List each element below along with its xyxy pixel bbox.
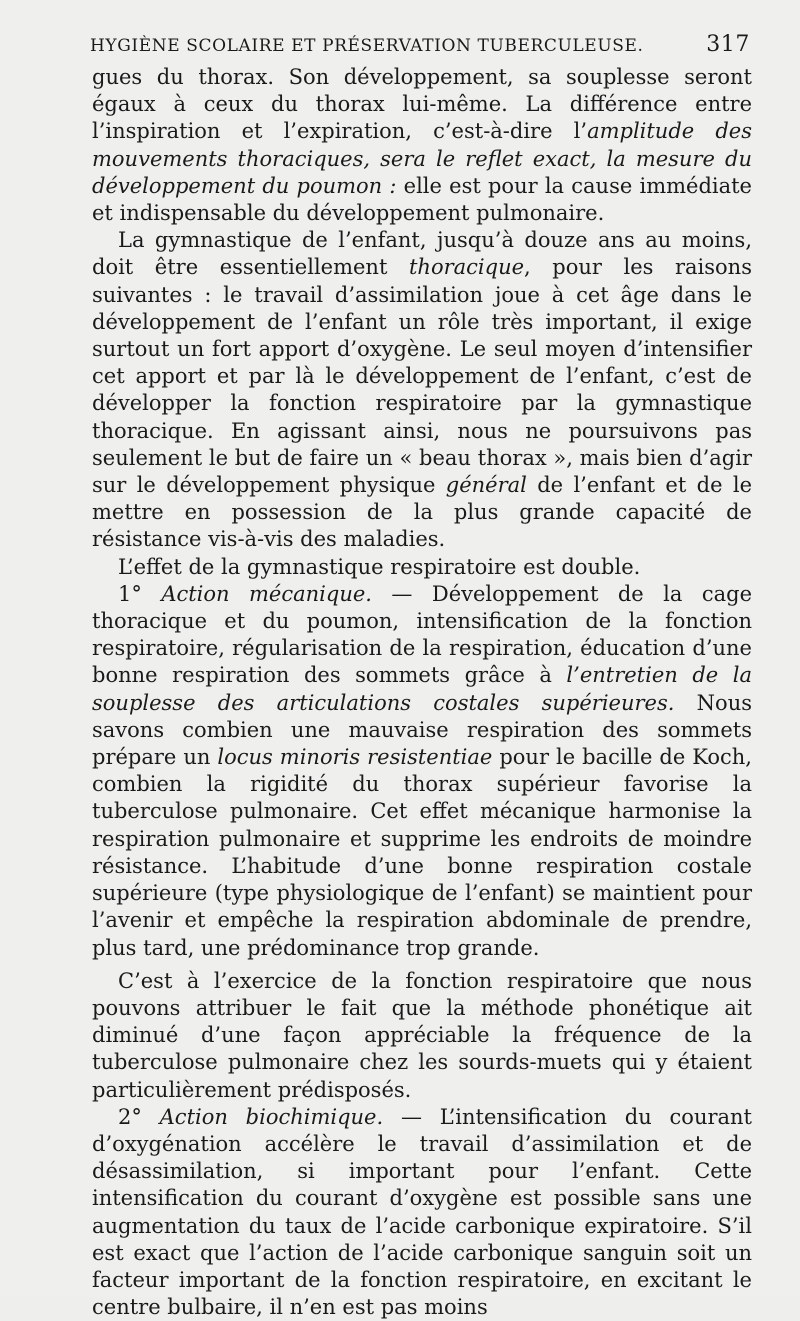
text-run: — L’intensification du courant d’oxygénation accélère le travail d’assimilation et de désassimilation, si important pour l’enfant. Cette intensification du courant d’oxygène est possible sans une augmentation du taux de l’acide carbonique expiratoire. S’il est exact que l’action de l’acide carbonique sanguin soit un facteur important de la fonction respiratoire, en excitant le centre bulbaire, il n’en est pas moins bbox=[92, 1104, 752, 1320]
italic-run: l’entretien de la souplesse des articulations costales supérieures. bbox=[92, 663, 752, 715]
text-run: — Développement de la cage thoracique et du poumon, intensification de la fonction respiratoire, régularisation de la respiration, éducation d’une bonne respiration des sommets grâce à bbox=[92, 581, 752, 688]
text-run: 2° bbox=[118, 1104, 160, 1129]
text-run: pour le bacille de Koch, combien la rigidité du thorax supérieur favorise la tuberculose pulmonaire. Cet effet mécanique harmonise la respiration pulmonaire et supprime les endroits de moindre résistance. L’habitude d’une bonne respiration costale supérieure (type physiologique de l’enfant) se maintient pour l’avenir et empêche la respiration abdominale de prendre, plus tard, une prédominance trop grande. bbox=[92, 745, 752, 960]
italic-run: amplitude des mouvements thoraciques, sera le reflet exact, la mesure du développement du poumon : bbox=[92, 119, 752, 198]
italic-run: locus minoris resistentiae bbox=[217, 745, 493, 770]
text-run: La gymnastique de l’enfant, jusqu’à douze ans au moins, doit être essentiellement bbox=[92, 228, 752, 280]
paragraph-6 bbox=[92, 1104, 752, 1321]
text-run: , pour les raisons suivantes : le travail d’assimilation joue à cet âge dans le développement de l’enfant un rôle très important, il exige surtout un fort apport d’oxygène. Le seul moyen d’intensifier cet apport et par là le développement de l’enfant, c’est de développer la fonction respiratoire par la gymnastique thoracique. En agissant ainsi, nous ne poursuivons pas seulement le but de faire un « beau thorax », mais bien d’agir sur le développement physique bbox=[92, 255, 752, 498]
text-run: de l’enfant et de le mettre en possession de la plus grande capacité de résistance vis-à-vis des maladies. bbox=[92, 473, 752, 552]
paragraph-5: C’est à l’exercice de la fonction respiratoire que nous pouvons attribuer le fait que la méthode phonétique ait diminué d’une façon appréciable la fréquence de la tuberculose pulmonaire chez les sourds-muets qui y étaient particulièrement prédisposés. bbox=[92, 968, 752, 1102]
paragraph-4 bbox=[92, 581, 752, 962]
body-text bbox=[92, 64, 752, 1321]
italic-run: Action mécanique. bbox=[161, 581, 372, 606]
running-header bbox=[90, 32, 750, 66]
text-run: elle est pour la cause immédiate et indispensable du développement pulmonaire. bbox=[92, 173, 752, 226]
text-run: gues du thorax. Son développement, sa souplesse seront égaux à ceux du thorax lui-même. La différence entre l’inspiration et l’expiration, c’est-à-dire l’ bbox=[92, 65, 752, 144]
paragraph-2 bbox=[92, 227, 752, 553]
paragraph-3: L’effet de la gymnastique respiratoire est double. bbox=[118, 554, 641, 579]
italic-run: Action biochimique. bbox=[159, 1104, 384, 1129]
italic-run: général bbox=[445, 473, 527, 498]
running-title: HYGIÈNE SCOLAIRE ET PRÉSERVATION TUBERCULEUSE. bbox=[90, 36, 644, 56]
text-run: Nous savons combien une mauvaise respiration des sommets prépare un bbox=[92, 690, 753, 770]
page-number: 317 bbox=[706, 32, 750, 57]
italic-run: thoracique bbox=[408, 255, 525, 280]
paragraph-1 bbox=[92, 64, 752, 227]
text-run: 1° bbox=[118, 581, 162, 606]
